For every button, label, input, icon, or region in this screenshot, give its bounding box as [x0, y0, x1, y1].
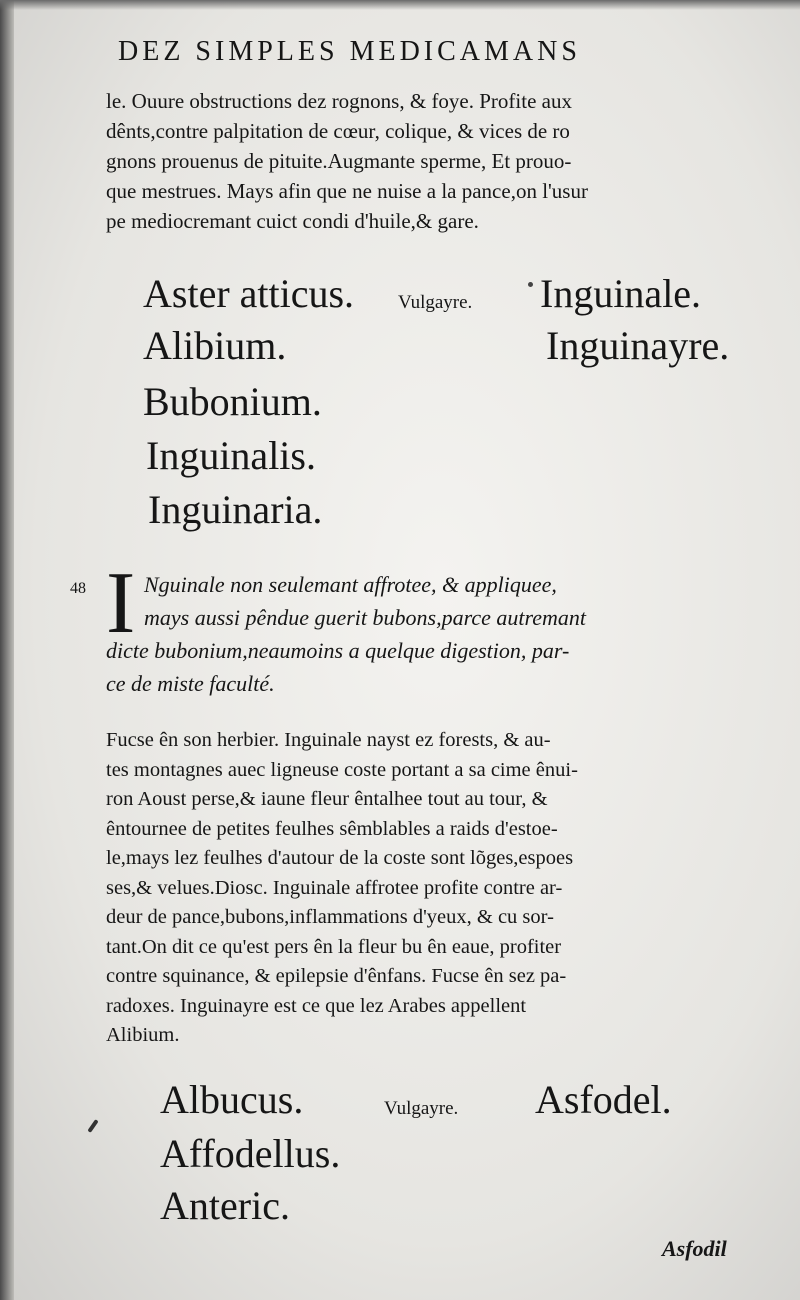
text-line: Fucse ên son herbier. Inguinale nayst ez forests, & au-	[106, 729, 551, 751]
vernacular-name: Inguinayre.	[546, 323, 730, 368]
text-line: ron Aoust perse,& iaune fleur êntalhee tout au tour, &	[106, 788, 548, 810]
vernacular-name: Inguinale.	[540, 271, 702, 316]
text-line: que mestrues. Mays afin que ne nuise a la pance,on l'usur	[106, 179, 588, 203]
text-line: Nguinale non seulemant affrotee, & appliquee,	[144, 572, 557, 597]
latin-name: Bubonium.	[143, 379, 322, 424]
text-line: êntournee de petites feulhes sêmblables a raids d'estoe-	[106, 817, 558, 840]
text-line: ce de miste faculté.	[106, 671, 275, 696]
text-line: radoxes. Inguinayre est ce que lez Arabes appellent	[106, 994, 527, 1017]
text-line: tes montagnes auec ligneuse coste portant a sa cime ênui-	[106, 758, 578, 781]
latin-name: Inguinalis.	[146, 433, 316, 478]
latin-name: Alibium.	[143, 323, 287, 368]
text-line: le. Ouure obstructions dez rognons, & foye. Profite aux	[106, 89, 572, 113]
text-line: contre squinance, & epilepsie d'ênfans. Fucse ên sez pa-	[106, 965, 567, 987]
vulgayre-label: Vulgayre.	[384, 1098, 459, 1119]
text-line: ses,& velues.Diosc. Inguinale affrotee profite contre ar-	[106, 876, 563, 899]
running-head: DEZ SIMPLES MEDICAMANS	[118, 36, 581, 67]
latin-name: Albucus.	[160, 1077, 304, 1122]
text-line: pe mediocremant cuict condi d'huile,& gare.	[106, 209, 479, 233]
marginal-number: 48	[70, 580, 86, 597]
latin-name: Inguinaria.	[148, 487, 323, 532]
drop-cap: I	[106, 555, 136, 652]
text-line: dicte bubonium,neaumoins a quelque digestion, par-	[106, 638, 570, 663]
text-line: dênts,contre palpitation de cœur, colique, & vices de ro	[106, 119, 570, 143]
text-line: gnons prouenus de pituite.Augmante sperme, Et prouo-	[106, 149, 572, 173]
vulgayre-label: Vulgayre.	[398, 292, 473, 313]
latin-name: Affodellus.	[160, 1131, 341, 1176]
text-line: Alibium.	[106, 1024, 180, 1046]
text-line: mays aussi pêndue guerit bubons,parce autremant	[144, 605, 586, 630]
text-line: le,mays lez feulhes d'autour de la coste sont lõges,espoes	[106, 847, 574, 869]
text-line: tant.On dit ce qu'est pers ên la fleur bu ên eaue, profiter	[106, 935, 562, 958]
vernacular-name: Asfodel.	[535, 1077, 672, 1122]
text-line: deur de pance,bubons,inflammations d'yeux, & cu sor-	[106, 906, 554, 928]
latin-name: Anteric.	[160, 1183, 290, 1228]
catchword: Asfodil	[662, 1236, 727, 1261]
latin-name: Aster atticus.	[143, 271, 355, 316]
